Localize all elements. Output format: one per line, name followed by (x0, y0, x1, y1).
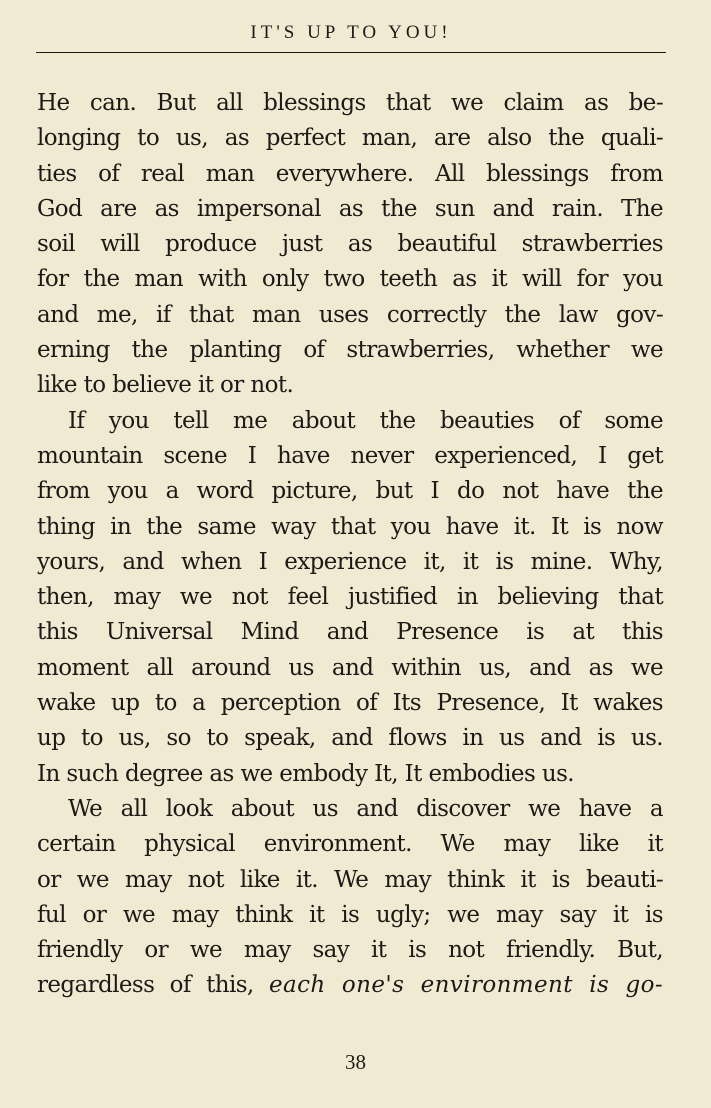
body-text (37, 86, 663, 1004)
text-roman-run: regardless of this, (37, 972, 269, 999)
text-line: thing in the same way that you have it. It is now (37, 513, 663, 540)
text-line: friendly or we may say it is not friendly. But, (37, 937, 663, 964)
text-line: and me, if that man uses correctly the law gov- (37, 301, 663, 328)
text-line: for the man with only two teeth as it will for you (37, 266, 663, 293)
text-line: ful or we may think it is ugly; we may say it is (37, 901, 663, 928)
text-line: We all look about us and discover we have a (68, 795, 663, 822)
text-line: yours, and when I experience it, it is mine. Why, (37, 548, 663, 575)
text-line: moment all around us and within us, and as we (37, 654, 663, 681)
page-number: 38 (345, 1050, 366, 1074)
text-line: or we may not like it. We may think it is beauti- (37, 866, 663, 893)
text-line: He can. But all blessings that we claim as be- (37, 90, 663, 116)
running-head: IT'S UP TO YOU! (250, 22, 452, 43)
text-line: then, may we not feel justified in believing that (37, 584, 663, 611)
text-italic-run: each one's environment is go- (268, 972, 664, 999)
text-line: soil will produce just as beautiful strawberries (37, 231, 663, 258)
text-line: In such degree as we embody It, It embodies us. (37, 760, 574, 787)
header-rule (36, 52, 666, 53)
text-line: from you a word picture, but I do not have the (37, 478, 663, 505)
text-line: erning the planting of strawberries, whether we (37, 337, 663, 364)
text-line: longing to us, as perfect man, are also the quali- (37, 125, 663, 152)
text-line: like to believe it or not. (37, 372, 294, 399)
text-line: mountain scene I have never experienced, I get (37, 442, 663, 469)
text-line: wake up to a perception of Its Presence, It wakes (37, 690, 663, 717)
text-line: If you tell me about the beauties of some (68, 407, 663, 434)
text-line: ties of real man everywhere. All blessings from (37, 160, 663, 187)
text-line-final (37, 968, 663, 1003)
text-line: God are as impersonal as the sun and rain. The (37, 195, 663, 222)
text-line: this Universal Mind and Presence is at this (37, 619, 663, 646)
text-line: certain physical environment. We may like it (37, 831, 663, 858)
text-line: up to us, so to speak, and flows in us and is us. (37, 725, 663, 752)
